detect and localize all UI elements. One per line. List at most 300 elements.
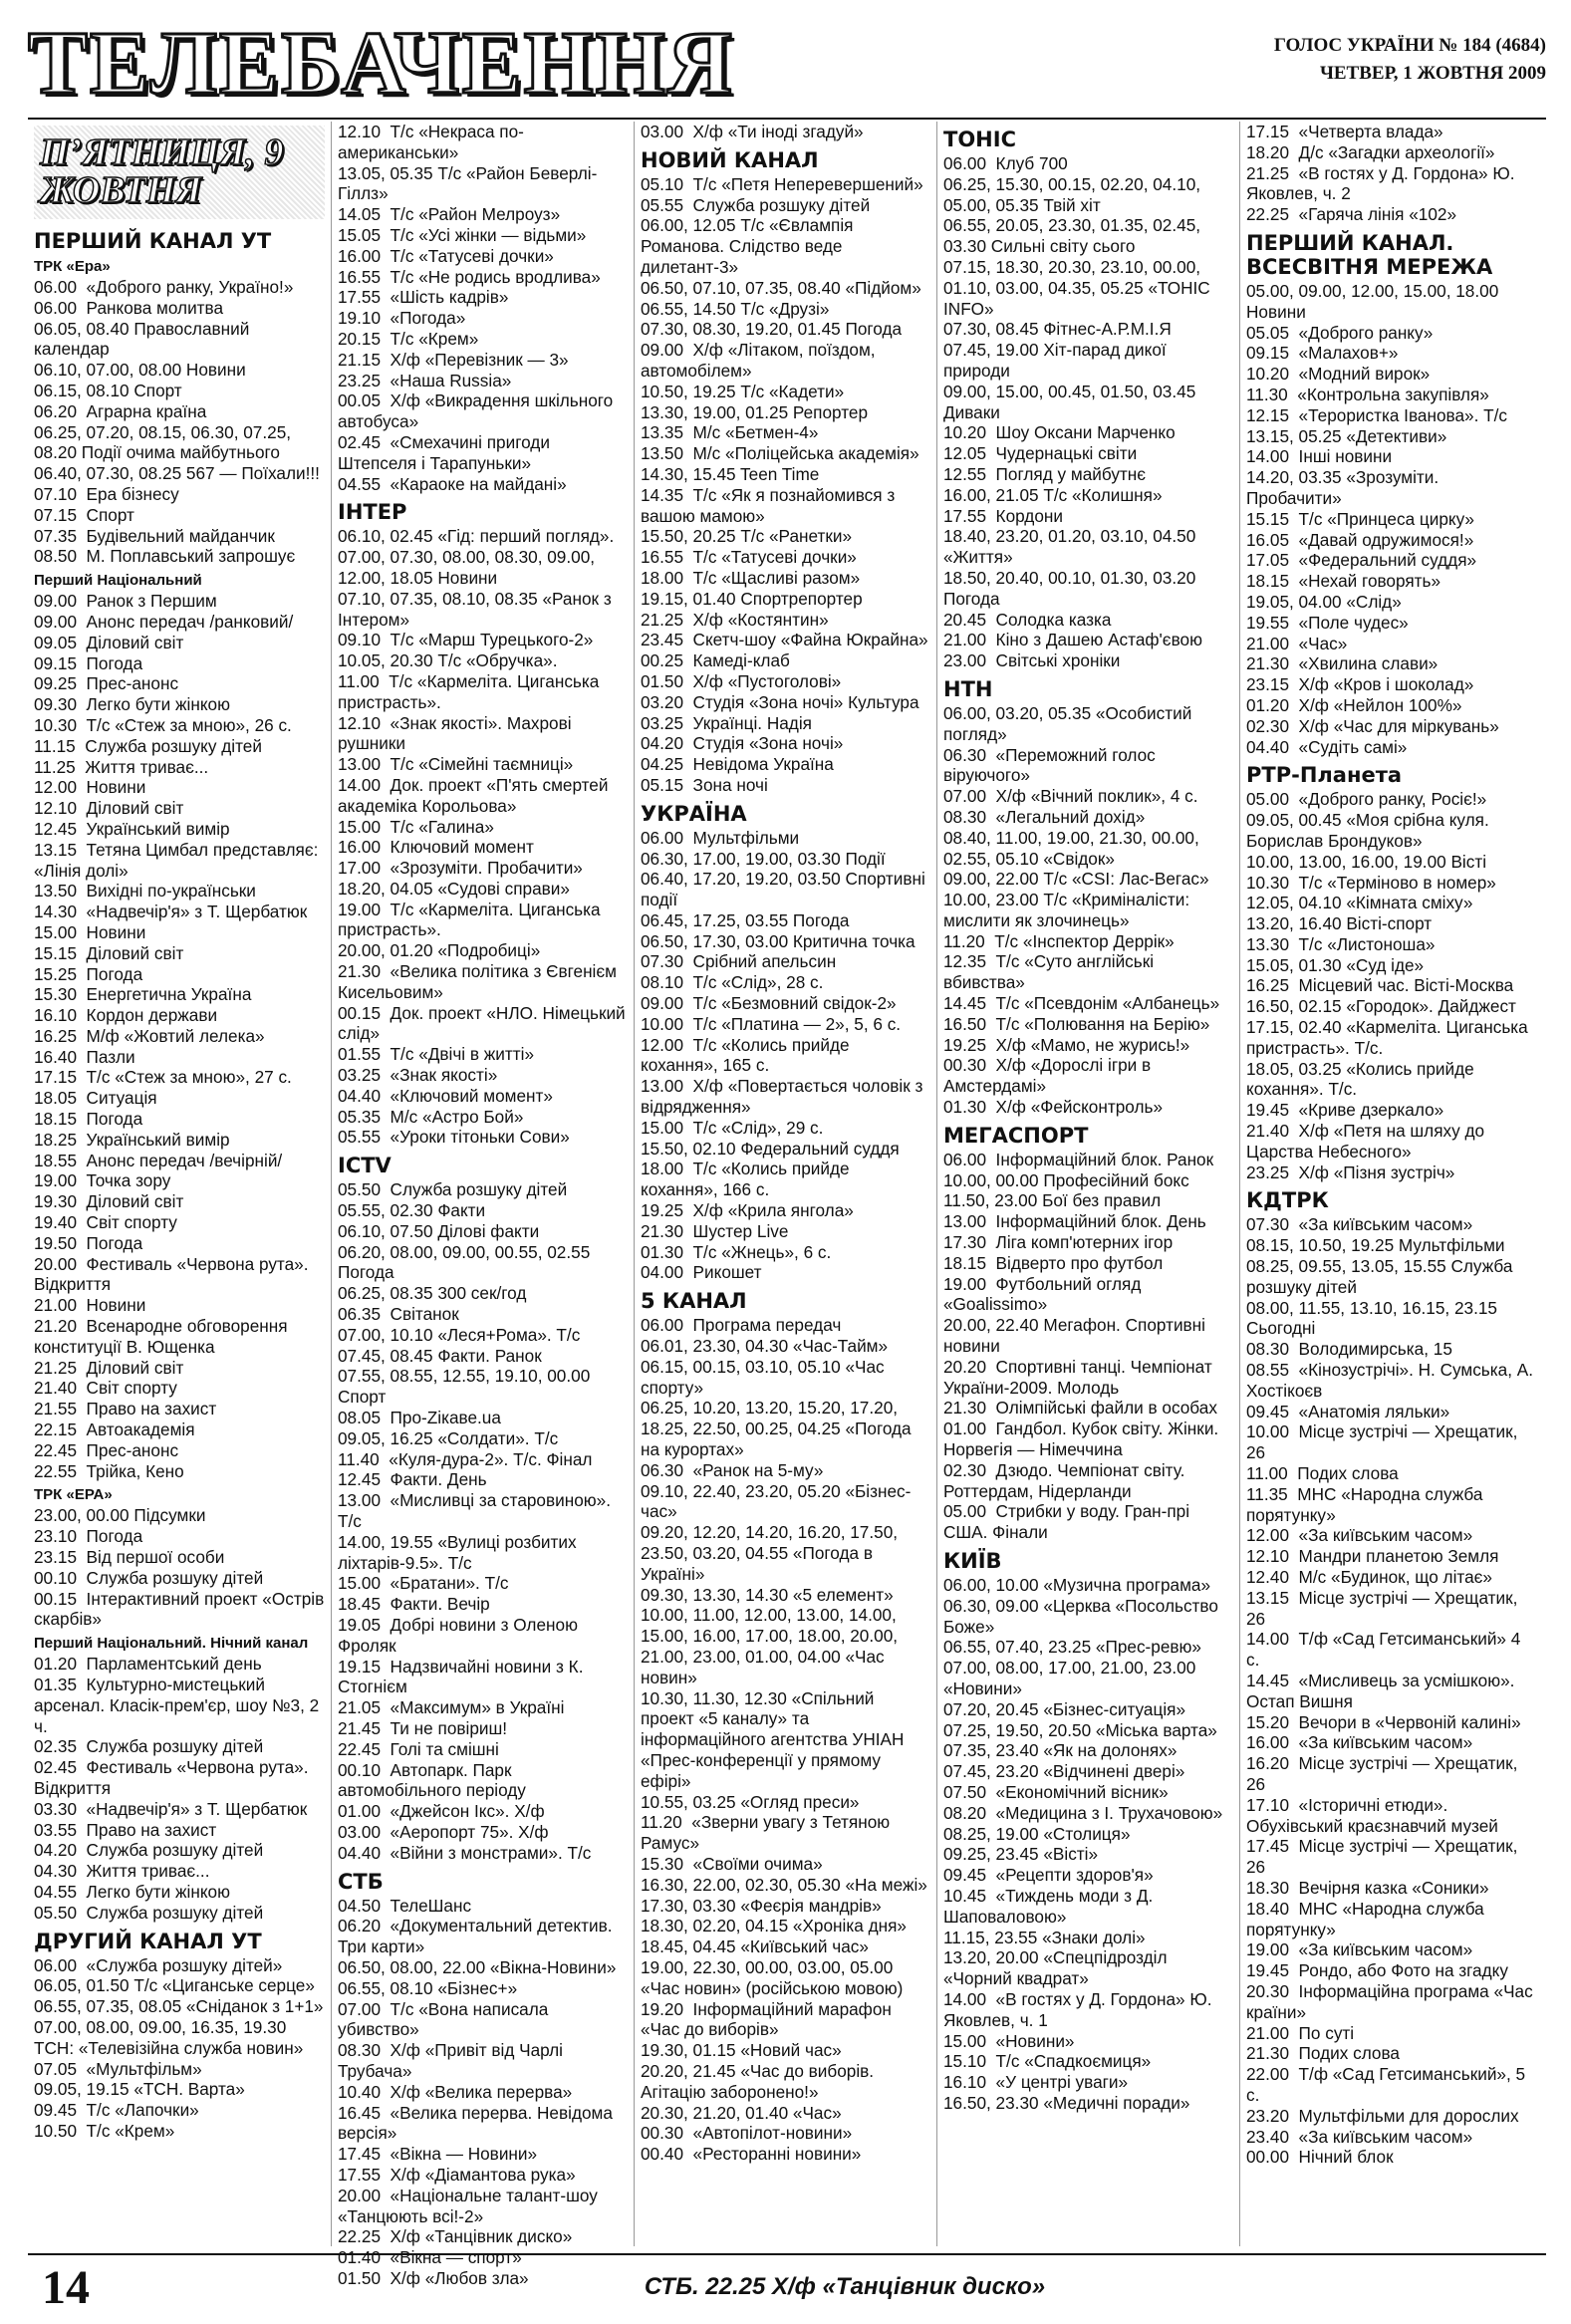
program-entry: 06.40, 17.20, 19.20, 03.50 Спортивні події (641, 869, 930, 910)
program-entry: 12.55 Погляд у майбутнє (943, 463, 1147, 484)
program-entry: 08.30 Володимирська, 15 (1246, 1339, 1452, 1360)
program-entry: 03.00 Х/ф «Ти іноді згадуй» (641, 122, 864, 141)
column-5 (1239, 122, 1542, 2246)
program-entry: 09.25, 23.45 «Вісті» (943, 1844, 1099, 1865)
column-3 (634, 122, 936, 2246)
program-entry: 23.45 Скетч-шоу «Файна Юкрайна» (641, 630, 928, 650)
program-entry: 09.00 Т/с «Безмовний свідок-2» (641, 993, 897, 1014)
program-entry: 08.30 Х/ф «Привіт від Чарлі Трубача» (338, 2040, 568, 2081)
program-entry: 06.55, 08.10 «Бізнес+» (338, 1977, 518, 1998)
program-entry: 09.45 «Анатомія ляльки» (1246, 1401, 1450, 1421)
program-entry: 09.05, 19.15 «ТСН. Варта» (34, 2079, 245, 2100)
channel-heading: ICTV (338, 1154, 392, 1178)
program-entry: 13.05, 05.35 Т/с «Район Беверлі-Гіллз» (338, 162, 598, 204)
program-entry: 21.00 По суті (1246, 2022, 1355, 2043)
program-entry: 19.25 Х/ф «Крила янгола» (641, 1200, 854, 1221)
program-entry: 07.45, 08.45 Факти. Ранок (338, 1345, 542, 1366)
program-entry: 07.35, 23.40 «Як на долонях» (943, 1740, 1178, 1761)
program-entry: 06.00 «Доброго ранку, Україно!» (34, 277, 294, 297)
program-entry: 09.15 «Малахов+» (1246, 343, 1399, 364)
program-entry: 12.05 Чудернацькі світи (943, 443, 1138, 464)
program-entry: 14.05 Т/с «Район Мелроуз» (338, 204, 561, 225)
channel-subheading: ТРК «Ера» (34, 258, 111, 275)
program-entry: 10.45 «Тиждень моди з Д. Шаповаловою» (943, 1885, 1159, 1927)
program-entry: 09.00 Анонс передач /ранковий/ (34, 611, 294, 632)
program-entry: 14.00 Інші новини (1246, 446, 1393, 467)
program-entry: 11.25 Життя триває... (34, 756, 209, 777)
program-entry: 21.30 Шустер Live (641, 1220, 789, 1241)
program-entry: 01.40 «Вікна — спорт» (338, 2247, 522, 2268)
program-entry: 08.30 «Легальний дохід» (943, 806, 1146, 827)
program-entry: 14.30 «Надвечір'я» з Т. Щербатюк (34, 902, 308, 922)
program-entry: 21.45 Ти не повіриш! (338, 1717, 508, 1738)
program-entry: 06.35 Світанок (338, 1304, 459, 1325)
program-entry: 12.10 «Знак якості». Махрові рушники (338, 712, 577, 754)
program-entry: 11.20 Т/с «Інспектор Деррік» (943, 930, 1175, 951)
program-entry: 07.00 Х/ф «Вічний поклик», 4 с. (943, 786, 1198, 807)
program-entry: 21.30 «Велика політика з Євгенієм Кисельовим» (338, 961, 622, 1002)
program-entry: 08.40, 11.00, 19.00, 21.30, 00.00, 02.55, 05.10 «Свідок» (943, 827, 1204, 869)
program-entry: 20.00, 01.20 «Подробиці» (338, 940, 541, 961)
program-entry: 13.35 М/с «Бетмен-4» (641, 422, 819, 443)
program-entry: 17.00 «Зрозуміти. Пробачити» (338, 858, 583, 879)
program-entry: 08.25, 19.00 «Столиця» (943, 1823, 1131, 1844)
program-entry: 08.05 Про-Zікаве.ua (338, 1408, 501, 1428)
program-entry: 13.50 Вихідні по-українськи (34, 881, 256, 902)
program-entry: 12.10 Діловий світ (34, 798, 184, 819)
program-entry: 01.20 Х/ф «Нейлон 100%» (1246, 694, 1462, 715)
program-entry: 14.00 «В гостях у Д. Гордона» Ю. Яковлев, ч. 1 (943, 1988, 1217, 2030)
program-entry: 21.15 Х/ф «Перевізник — 3» (338, 349, 569, 370)
program-entry: 02.45 Фестиваль «Червона рута». Відкриття (34, 1757, 314, 1798)
program-entry: 10.00, 11.00, 12.00, 13.00, 14.00, 15.00, 16.00, 17.00, 18.00, 20.00, 21.00, 23.00, 01.00, 04.00 «Час новин» (641, 1605, 903, 1687)
program-entry: 07.55, 08.55, 12.55, 19.10, 00.00 Спорт (338, 1366, 596, 1408)
program-entry: 10.55, 03.25 «Огляд преси» (641, 1791, 860, 1812)
program-entry: 10.00, 23.00 Т/с «Криміналісти: мислити як злочинець» (943, 890, 1194, 930)
program-entry: 00.10 Автопарк. Парк автомобільного періоду (338, 1759, 526, 1801)
program-entry: 18.05 Ситуація (34, 1088, 157, 1109)
program-entry: 09.25 Прес-анонс (34, 673, 179, 694)
program-entry: 22.25 Х/ф «Танцівник диско» (338, 2226, 573, 2247)
program-entry: 08.55 «Кінозустрічі». Н. Сумська, А. Хостікоєв (1246, 1360, 1538, 1401)
program-entry: 13.50 М/с «Поліцейська академія» (641, 443, 919, 464)
program-entry: 17.55 Кордони (943, 505, 1063, 526)
program-entry: 09.15 Погода (34, 652, 143, 673)
program-entry: 10.20 Шоу Оксани Марченко (943, 422, 1176, 443)
program-entry: 15.05 Т/с «Усі жінки — відьми» (338, 224, 587, 245)
program-entry: 08.00, 11.55, 13.10, 16.15, 23.15 Сьогодні (1246, 1297, 1502, 1339)
program-entry: 20.20 Спортивні танці. Чемпіонат України-2009. Молодь (943, 1356, 1217, 1398)
program-entry: 06.30 «Ранок на 5-му» (641, 1459, 824, 1480)
program-entry: 13.00 Інформаційний блок. День (943, 1211, 1206, 1232)
program-entry: 02.45 «Смехачині пригоди Штепселя і Тарапуньки» (338, 431, 555, 473)
program-entry: 11.15 Служба розшуку дітей (34, 735, 262, 756)
program-entry: 20.45 Солодка казка (943, 609, 1112, 630)
program-entry: 18.15 Погода (34, 1109, 143, 1130)
program-entry: 20.20, 21.45 «Час до виборів. Агітацію заборонено!» (641, 2060, 879, 2102)
program-entry: 13.15 Тетяна Цимбал представляє: «Лінія долі» (34, 839, 324, 881)
program-entry: 16.10 Кордон держави (34, 1005, 218, 1026)
program-entry: 05.55, 02.30 Факти (338, 1200, 486, 1221)
program-entry: 07.10, 07.35, 08.10, 08.35 «Ранок з Інтером» (338, 588, 617, 630)
program-entry: 02.30 Х/ф «Час для міркувань» (1246, 715, 1499, 736)
program-entry: 09.05, 00.45 «Моя срібна куля. Борислав Брондуков» (1246, 810, 1494, 851)
program-entry: 16.55 Т/с «Татусеві дочки» (641, 547, 857, 568)
program-entry: 15.25 Погода (34, 963, 143, 984)
program-entry: 05.55 «Уроки тітоньки Сови» (338, 1127, 570, 1148)
program-entry: 06.40, 07.30, 08.25 567 — Поїхали!!! (34, 463, 320, 484)
program-entry: 09.00, 15.00, 00.45, 01.50, 03.45 Диваки (943, 381, 1201, 422)
channel-heading: УКРАЇНА (641, 801, 747, 826)
program-entry: 19.15 Надзвичайні новини з К. Стогнієм (338, 1656, 589, 1697)
program-entry: 23.00 Світські хроніки (943, 650, 1121, 671)
program-entry: 16.00 Т/с «Татусеві дочки» (338, 245, 554, 266)
program-entry: 09.10, 22.40, 23.20, 05.20 «Бізнес-час» (641, 1480, 912, 1522)
program-entry: 09.30 Легко бути жінкою (34, 694, 230, 715)
program-entry: 15.00 «Братани». Т/с (338, 1573, 509, 1594)
program-entry: 06.10, 07.50 Ділові факти (338, 1220, 540, 1241)
program-entry: 19.45 «Криве дзеркало» (1246, 1100, 1444, 1121)
program-entry: 10.30 Т/с «Стеж за мною», 26 с. (34, 714, 292, 735)
program-entry: 07.00, 07.30, 08.00, 08.30, 09.00, 12.00, 18.05 Новини (338, 547, 600, 588)
program-entry: 07.05 «Мультфільм» (34, 2058, 202, 2079)
program-entry: 07.45, 19.00 Хіт-парад дикої природи (943, 340, 1172, 381)
program-entry: 14.45 Т/с «Псевдонім «Албанець» (943, 993, 1220, 1014)
program-entry: 10.30 Т/с «Терміново в номер» (1246, 872, 1496, 893)
program-entry: 14.30, 15.45 Teen Time (641, 463, 820, 484)
program-entry: 05.05 «Доброго ранку» (1246, 322, 1434, 343)
program-entry: 11.15, 23.55 «Знаки долі» (943, 1927, 1146, 1947)
program-entry: 20.00 Фестиваль «Червона рута». Відкриття (34, 1253, 314, 1295)
program-entry: 19.10 «Погода» (338, 308, 466, 329)
program-entry: 04.40 «Ключовий момент» (338, 1085, 553, 1106)
program-entry: 06.45, 17.25, 03.55 Погода (641, 909, 850, 930)
section-title: ТЕЛЕБАЧЕННЯ (28, 14, 734, 113)
channel-heading: РТР-Планета (1246, 763, 1403, 788)
program-entry: 16.55 Т/с «Не родись вродлива» (338, 266, 601, 287)
program-entry: 17.30 Ліга комп'ютерних ігор (943, 1232, 1174, 1253)
header-rule (28, 118, 1546, 120)
program-entry: 13.15, 05.25 «Детективи» (1246, 425, 1447, 446)
program-entry: 14.20, 03.35 «Зрозуміти. Пробачити» (1246, 467, 1443, 508)
program-entry: 21.30 Подих слова (1246, 2043, 1400, 2064)
channel-heading: 5 КАНАЛ (641, 1289, 747, 1314)
program-entry: 06.55, 14.50 Т/с «Друзі» (641, 298, 830, 319)
program-entry: 07.15 Спорт (34, 504, 134, 525)
program-entry: 16.25 М/ф «Жовтий лелека» (34, 1025, 265, 1046)
program-entry: 16.50, 02.15 «Городок». Дайджест (1246, 996, 1516, 1017)
program-entry: 07.30 Срібний апельсин (641, 951, 837, 972)
program-entry: 07.10 Ера бізнесу (34, 483, 179, 504)
program-entry: 16.30, 22.00, 02.30, 05.30 «На межі» (641, 1874, 927, 1895)
program-entry: 17.55 Х/ф «Діамантова рука» (338, 2164, 576, 2185)
program-entry: 18.25 Український вимір (34, 1129, 230, 1150)
program-entry: 01.50 Х/ф «Пустоголові» (641, 670, 842, 691)
program-entry: 04.20 Студія «Зона ночі» (641, 733, 844, 754)
program-entry: 10.00 Т/с «Платина — 2», 5, 6 с. (641, 1013, 902, 1034)
program-entry: 12.45 Факти. День (338, 1469, 487, 1490)
program-entry: 08.50 М. Поплавський запрошує (34, 546, 296, 567)
program-entry: 19.00 Точка зору (34, 1170, 171, 1191)
program-entry: 15.30 Енергетична Україна (34, 984, 252, 1005)
program-entry: 01.30 Х/ф «Фейсконтроль» (943, 1097, 1164, 1118)
program-entry: 01.35 Культурно-мистецький арсенал. Класік-прем'єр, шоу №3, 2 ч. (34, 1675, 324, 1736)
program-entry: 01.30 Т/с «Жнець», 6 с. (641, 1241, 832, 1262)
program-entry: 01.50 Х/ф «Любов зла» (338, 2267, 529, 2288)
program-entry: 03.30 «Надвечір'я» з Т. Щербатюк (34, 1798, 308, 1819)
program-entry: 13.20, 20.00 «Спецпідрозділ «Чорний квадрат» (943, 1947, 1173, 1989)
program-entry: 03.55 Право на захист (34, 1819, 217, 1840)
program-entry: 18.20 Д/с «Загадки археології» (1246, 141, 1495, 162)
program-entry: 19.15, 01.40 Спортрепортер (641, 588, 863, 609)
channel-heading: ТОНІС (943, 128, 1016, 151)
program-entry: 15.00 Т/с «Галина» (338, 816, 494, 837)
program-entry: 07.35 Будівельний майданчик (34, 525, 275, 546)
program-entry: 06.00 Мультфільми (641, 827, 800, 848)
program-entry: 06.15, 00.15, 03.10, 05.10 «Час спорту» (641, 1356, 890, 1398)
program-entry: 10.50 Т/с «Крем» (34, 2120, 175, 2141)
program-entry: 21.20 Всенародне обговорення конституції В. Ющенка (34, 1316, 293, 1357)
program-entry: 16.25 Місцевий час. Вісті-Москва (1246, 975, 1514, 996)
program-entry: 13.15 Місце зустрічі — Хрещатик, 26 (1246, 1587, 1523, 1629)
program-entry: 06.00, 12.05 Т/с «Євлампія Романова. Слідство веде дилетант-3» (641, 215, 859, 277)
program-entry: 21.30 «Хвилина слави» (1246, 653, 1439, 674)
program-entry: 07.00, 10.10 «Леся+Рома». Т/с (338, 1324, 581, 1345)
channel-subheading: ТРК «ЕРА» (34, 1486, 113, 1504)
program-entry: 23.10 Погода (34, 1526, 143, 1547)
program-entry: 12.00 «За київським часом» (1246, 1525, 1473, 1546)
program-entry: 06.55, 07.35, 08.05 «Сніданок з 1+1» (34, 1996, 324, 2017)
program-entry: 19.45 Рондо, або Фото на згадку (1246, 1960, 1508, 1981)
program-entry: 20.30, 21.20, 01.40 «Час» (641, 2102, 842, 2123)
program-entry: 05.00, 09.00, 12.00, 15.00, 18.00 Новини (1246, 280, 1504, 322)
program-entry: 03.25 «Знак якості» (338, 1065, 498, 1086)
program-entry: 19.30 Діловий світ (34, 1191, 184, 1212)
program-entry: 02.35 Служба розшуку дітей (34, 1736, 264, 1757)
program-entry: 15.30 «Своїми очима» (641, 1853, 823, 1874)
program-entry: 07.30, 08.30, 19.20, 01.45 Погода (641, 319, 903, 340)
program-entry: 15.10 Т/с «Спадкоємиця» (943, 2051, 1152, 2072)
program-entry: 13.30, 19.00, 01.25 Репортер (641, 401, 869, 422)
program-entry: 06.15, 08.10 Спорт (34, 380, 182, 400)
program-entry: 15.00 Новини (34, 921, 146, 942)
program-entry: 04.55 «Караоке на майдані» (338, 473, 567, 494)
program-entry: 21.25 «В гостях у Д. Гордона» Ю. Яковлев, ч. 2 (1246, 162, 1520, 204)
program-entry: 17.45 «Вікна — Новини» (338, 2144, 538, 2165)
program-entry: 09.30, 13.30, 14.30 «5 елемент» (641, 1584, 894, 1605)
program-entry: 04.50 ТелеШанс (338, 1895, 472, 1916)
program-entry: 10.20 «Модний вирок» (1246, 364, 1431, 385)
program-entry: 15.20 Вечори в «Червоній калині» (1246, 1711, 1521, 1732)
program-entry: 18.05, 03.25 «Колись прийде кохання». Т/с. (1246, 1058, 1479, 1100)
program-entry: 04.25 Невідома Україна (641, 754, 834, 775)
program-entry: 21.40 Х/ф «Петя на шляху до Царства Небесного» (1246, 1121, 1489, 1162)
program-entry: 08.15, 10.50, 19.25 Мультфільми (1246, 1235, 1505, 1256)
program-entry: 21.40 Світ спорту (34, 1378, 177, 1399)
footer-promo: СТБ. 22.25 Х/ф «Танцівник диско» (644, 2273, 1046, 2300)
program-entry: 03.25 Українці. Надія (641, 712, 812, 733)
program-entry: 04.30 Життя триває... (34, 1861, 210, 1882)
program-entry: 16.10 «У центрі уваги» (943, 2072, 1129, 2093)
program-entry: 06.10, 07.00, 08.00 Новини (34, 360, 246, 381)
program-entry: 15.00 Т/с «Слід», 29 с. (641, 1117, 824, 1138)
program-entry: 20.00 «Національне талант-шоу «Танцюють всі!-2» (338, 2185, 603, 2226)
program-entry: 06.50, 17.30, 03.00 Критична точка (641, 930, 916, 951)
program-entry: 06.55, 20.05, 23.30, 01.35, 02.45, 03.30 Сильні світу сього (943, 215, 1205, 257)
program-entry: 14.35 Т/с «Як я познайомився з вашою мамою» (641, 484, 901, 526)
program-entry: 07.00, 08.00, 17.00, 21.00, 23.00 «Новини» (943, 1658, 1201, 1698)
program-entry: 16.40 Пазли (34, 1046, 135, 1067)
program-entry: 07.50 «Економічний вісник» (943, 1781, 1169, 1802)
column-2 (331, 122, 634, 2288)
program-entry: 20.15 Т/с «Крем» (338, 328, 479, 349)
column-4 (936, 122, 1239, 2246)
program-entry: 21.05 «Максимум» в Україні (338, 1697, 565, 1718)
program-entry: 12.15 «Терористка Іванова». Т/с (1246, 404, 1507, 425)
channel-heading: НОВИЙ КАНАЛ (641, 147, 819, 172)
channel-heading: ПЕРШИЙ КАНАЛ УТ (34, 229, 272, 253)
program-entry: 17.05 «Федеральний суддя» (1246, 550, 1477, 571)
program-entry: 09.00 Х/ф «Літаком, поїздом, автомобілем» (641, 340, 881, 381)
program-entry: 06.25, 15.30, 00.15, 02.20, 04.10, 05.00, 05.35 Твій хіт (943, 173, 1205, 215)
day-heading: П’ЯТНИЦЯ, 9 ЖОВТНЯ (34, 126, 325, 219)
channel-heading: НТН (943, 676, 993, 701)
program-entry: 23.25 Х/ф «Пізня зустріч» (1246, 1162, 1455, 1182)
program-entry: 05.15 Зона ночі (641, 774, 768, 795)
issue-date: ЧЕТВЕР, 1 ЖОВТНЯ 2009 (1319, 63, 1546, 84)
program-entry: 21.00 Новини (34, 1295, 146, 1316)
program-entry: 16.00 «За київським часом» (1246, 1732, 1473, 1753)
program-entry: 15.15 Т/с «Принцеса цирку» (1246, 508, 1474, 529)
program-entry: 10.00 Місце зустрічі — Хрещатик, 26 (1246, 1421, 1523, 1463)
channel-heading: ІНТЕР (338, 500, 407, 525)
program-entry: 10.40 Х/ф «Велика перерва» (338, 2081, 573, 2102)
program-entry: 07.30 «За київським часом» (1246, 1214, 1473, 1235)
program-entry: 18.45, 04.45 «Київський час» (641, 1937, 869, 1957)
program-entry: 11.40 «Куля-дура-2». Т/с. Фінал (338, 1448, 593, 1469)
program-entry: 06.05, 08.40 Православний календар (34, 318, 255, 360)
program-entry: 13.20, 16.40 Вісті-спорт (1246, 913, 1433, 934)
program-entry: 18.00 Т/с «Колись прийде кохання», 166 с. (641, 1159, 855, 1200)
channel-heading: КИЇВ (943, 1549, 1002, 1573)
program-entry: 06.30 «Переможний голос віруючого» (943, 744, 1161, 786)
program-entry: 23.15 Х/ф «Кров і шоколад» (1246, 674, 1474, 695)
program-entry: 09.45 Т/с «Лапочки» (34, 2100, 199, 2121)
program-entry: 20.30 Інформаційна програма «Час країни» (1246, 1980, 1538, 2022)
program-entry: 21.30 Олімпійські файли в особах (943, 1398, 1217, 1419)
program-entry: 12.05, 04.10 «Кімната сміху» (1246, 893, 1473, 913)
program-entry: 21.25 Х/ф «Костянтин» (641, 609, 829, 630)
program-entry: 20.00, 22.40 Мегафон. Спортивні новини (943, 1315, 1210, 1357)
program-entry: 11.00 Подих слова (1246, 1463, 1399, 1484)
program-entry: 15.00 «Новини» (943, 2030, 1075, 2051)
program-entry: 10.00, 00.00 Професійний бокс (943, 1169, 1189, 1190)
program-entry: 00.30 Х/ф «Дорослі ігри в Амстердамі» (943, 1055, 1156, 1097)
program-entry: 00.05 Х/ф «Викрадення шкільного автобуса» (338, 390, 619, 432)
program-entry: 07.15, 18.30, 20.30, 23.10, 00.00, 01.10, 03.00, 04.35, 05.25 «ТОНІС INFO» (943, 256, 1215, 319)
program-entry: 22.00 Т/ф «Сад Гетсиманський», 5 с. (1246, 2064, 1530, 2105)
program-entry: 16.50 Т/с «Полювання на Берію» (943, 1013, 1210, 1034)
program-entry: 12.00 Новини (34, 777, 146, 798)
program-entry: 03.00 «Аеропорт 75». Х/ф (338, 1821, 549, 1842)
program-entry: 22.45 Прес-анонс (34, 1439, 179, 1460)
program-entry: 10.50, 19.25 Т/с «Кадети» (641, 381, 845, 401)
program-entry: 06.25, 10.20, 13.20, 15.20, 17.20, 18.25, 22.50, 00.25, 04.25 «Погода на курортах» (641, 1398, 916, 1460)
program-entry: 21.25 Діловий світ (34, 1357, 184, 1378)
program-entry: 06.20, 08.00, 09.00, 00.55, 02.55 Погода (338, 1241, 596, 1283)
program-entry: 19.05, 04.00 «Слід» (1246, 591, 1402, 612)
program-entry: 16.50, 23.30 «Медичні поради» (943, 2092, 1190, 2113)
program-entry: 01.55 Т/с «Двічі в житті» (338, 1044, 535, 1065)
program-entry: 10.05, 20.30 Т/с «Обручка». (338, 650, 558, 671)
channel-heading: ДРУГИЙ КАНАЛ УТ (34, 1929, 262, 1953)
program-entry: 05.50 Служба розшуку дітей (34, 1902, 264, 1923)
program-entry: 07.25, 19.50, 20.50 «Міська варта» (943, 1719, 1217, 1740)
program-entry: 06.20 Аграрна країна (34, 400, 207, 421)
program-entry: 18.15 Відверто про футбол (943, 1252, 1164, 1273)
program-entry: 09.10 Т/с «Марш Турецького-2» (338, 630, 594, 650)
program-entry: 16.05 «Давай одружимося!» (1246, 529, 1474, 550)
program-entry: 01.00 «Джейсон Ікс». Х/ф (338, 1801, 545, 1822)
program-entry: 14.00 Док. проект «П'ять смертей академіка Корольова» (338, 774, 614, 816)
program-entry: 21.00 «Час» (1246, 633, 1348, 653)
program-entry: 05.50 Служба розшуку дітей (338, 1179, 568, 1200)
program-entry: 18.45 Факти. Вечір (338, 1594, 490, 1615)
program-entry: 14.00 Т/ф «Сад Гетсиманський» 4 с. (1246, 1629, 1526, 1671)
program-entry: 12.40 М/с «Будинок, що літає» (1246, 1567, 1492, 1587)
program-entry: 19.40 Світ спорту (34, 1212, 177, 1233)
program-entry: 17.10 «Історичні етюди». Обухівський краєзнавчий музей (1246, 1794, 1498, 1836)
issue-info (1274, 32, 1546, 88)
program-entry: 14.00, 19.55 «Вулиці розбитих ліхтарів-9.5». Т/с (338, 1531, 582, 1573)
channel-heading: ПЕРШИЙ КАНАЛ. ВСЕСВІТНЯ МЕРЕЖА (1246, 230, 1493, 279)
program-entry: 06.05, 01.50 Т/с «Циганське серце» (34, 1975, 315, 1996)
program-entry: 00.25 Камеді-клаб (641, 650, 790, 671)
program-entry: 18.55 Анонс передач /вечірній/ (34, 1150, 283, 1170)
program-entry: 11.30 «Контрольна закупівля» (1246, 384, 1489, 404)
program-entry: 23.15 Від першої особи (34, 1547, 225, 1568)
program-entry: 04.55 Легко бути жінкою (34, 1881, 230, 1902)
program-entry: 00.40 «Ресторанні новини» (641, 2144, 862, 2165)
channel-subheading: Перший Національний. Нічний канал (34, 1635, 309, 1653)
page-footer (28, 2253, 1546, 2315)
program-entry: 17.45 Місце зустрічі — Хрещатик, 26 (1246, 1836, 1523, 1878)
program-entry: 06.01, 23.30, 04.30 «Час-Тайм» (641, 1336, 889, 1357)
program-entry: 11.00 Т/с «Кармеліта. Циганська пристрасть». (338, 670, 605, 712)
program-entry: 15.15 Діловий світ (34, 942, 184, 963)
program-entry: 06.30, 17.00, 19.00, 03.30 Події (641, 848, 886, 869)
program-entry: 18.40 МНС «Народна служба порятунку» (1246, 1898, 1489, 1939)
program-entry: 11.35 МНС «Народна служба порятунку» (1246, 1483, 1488, 1525)
program-entry: 18.15 «Нехай говорять» (1246, 571, 1441, 592)
program-entry: 16.20 Місце зустрічі — Хрещатик, 26 (1246, 1753, 1523, 1794)
program-entry: 07.30, 08.45 Фітнес-А.Р.М.І.Я (943, 319, 1172, 340)
program-entry: 05.00 «Доброго ранку, Росіє!» (1246, 789, 1487, 810)
column-1 (28, 122, 331, 2246)
program-entry: 02.30 Дзюдо. Чемпіонат світу. Роттердам, Нідерланди (943, 1459, 1190, 1501)
program-entry: 11.50, 23.00 Бої без правил (943, 1190, 1162, 1211)
program-entry: 15.50, 20.25 Т/с «Ранетки» (641, 526, 853, 547)
page-number: 14 (42, 2261, 90, 2314)
program-entry: 03.20 Студія «Зона ночі» Культура (641, 691, 919, 712)
program-entry: 09.20, 12.20, 14.20, 16.20, 17.50, 23.50, 03.20, 04.55 «Погода в Україні» (641, 1522, 903, 1584)
program-entry: 06.00 Програма передач (641, 1315, 842, 1336)
program-entry: 12.00 Т/с «Колись прийде кохання», 165 с. (641, 1034, 855, 1076)
program-entry: 05.10 Т/с «Петя Неперевершений» (641, 173, 923, 194)
program-entry: 05.55 Служба розшуку дітей (641, 194, 871, 215)
program-entry: 13.00 «Мисливці за старовиною». Т/с (338, 1490, 616, 1531)
program-entry: 01.20 Парламентський день (34, 1654, 262, 1675)
